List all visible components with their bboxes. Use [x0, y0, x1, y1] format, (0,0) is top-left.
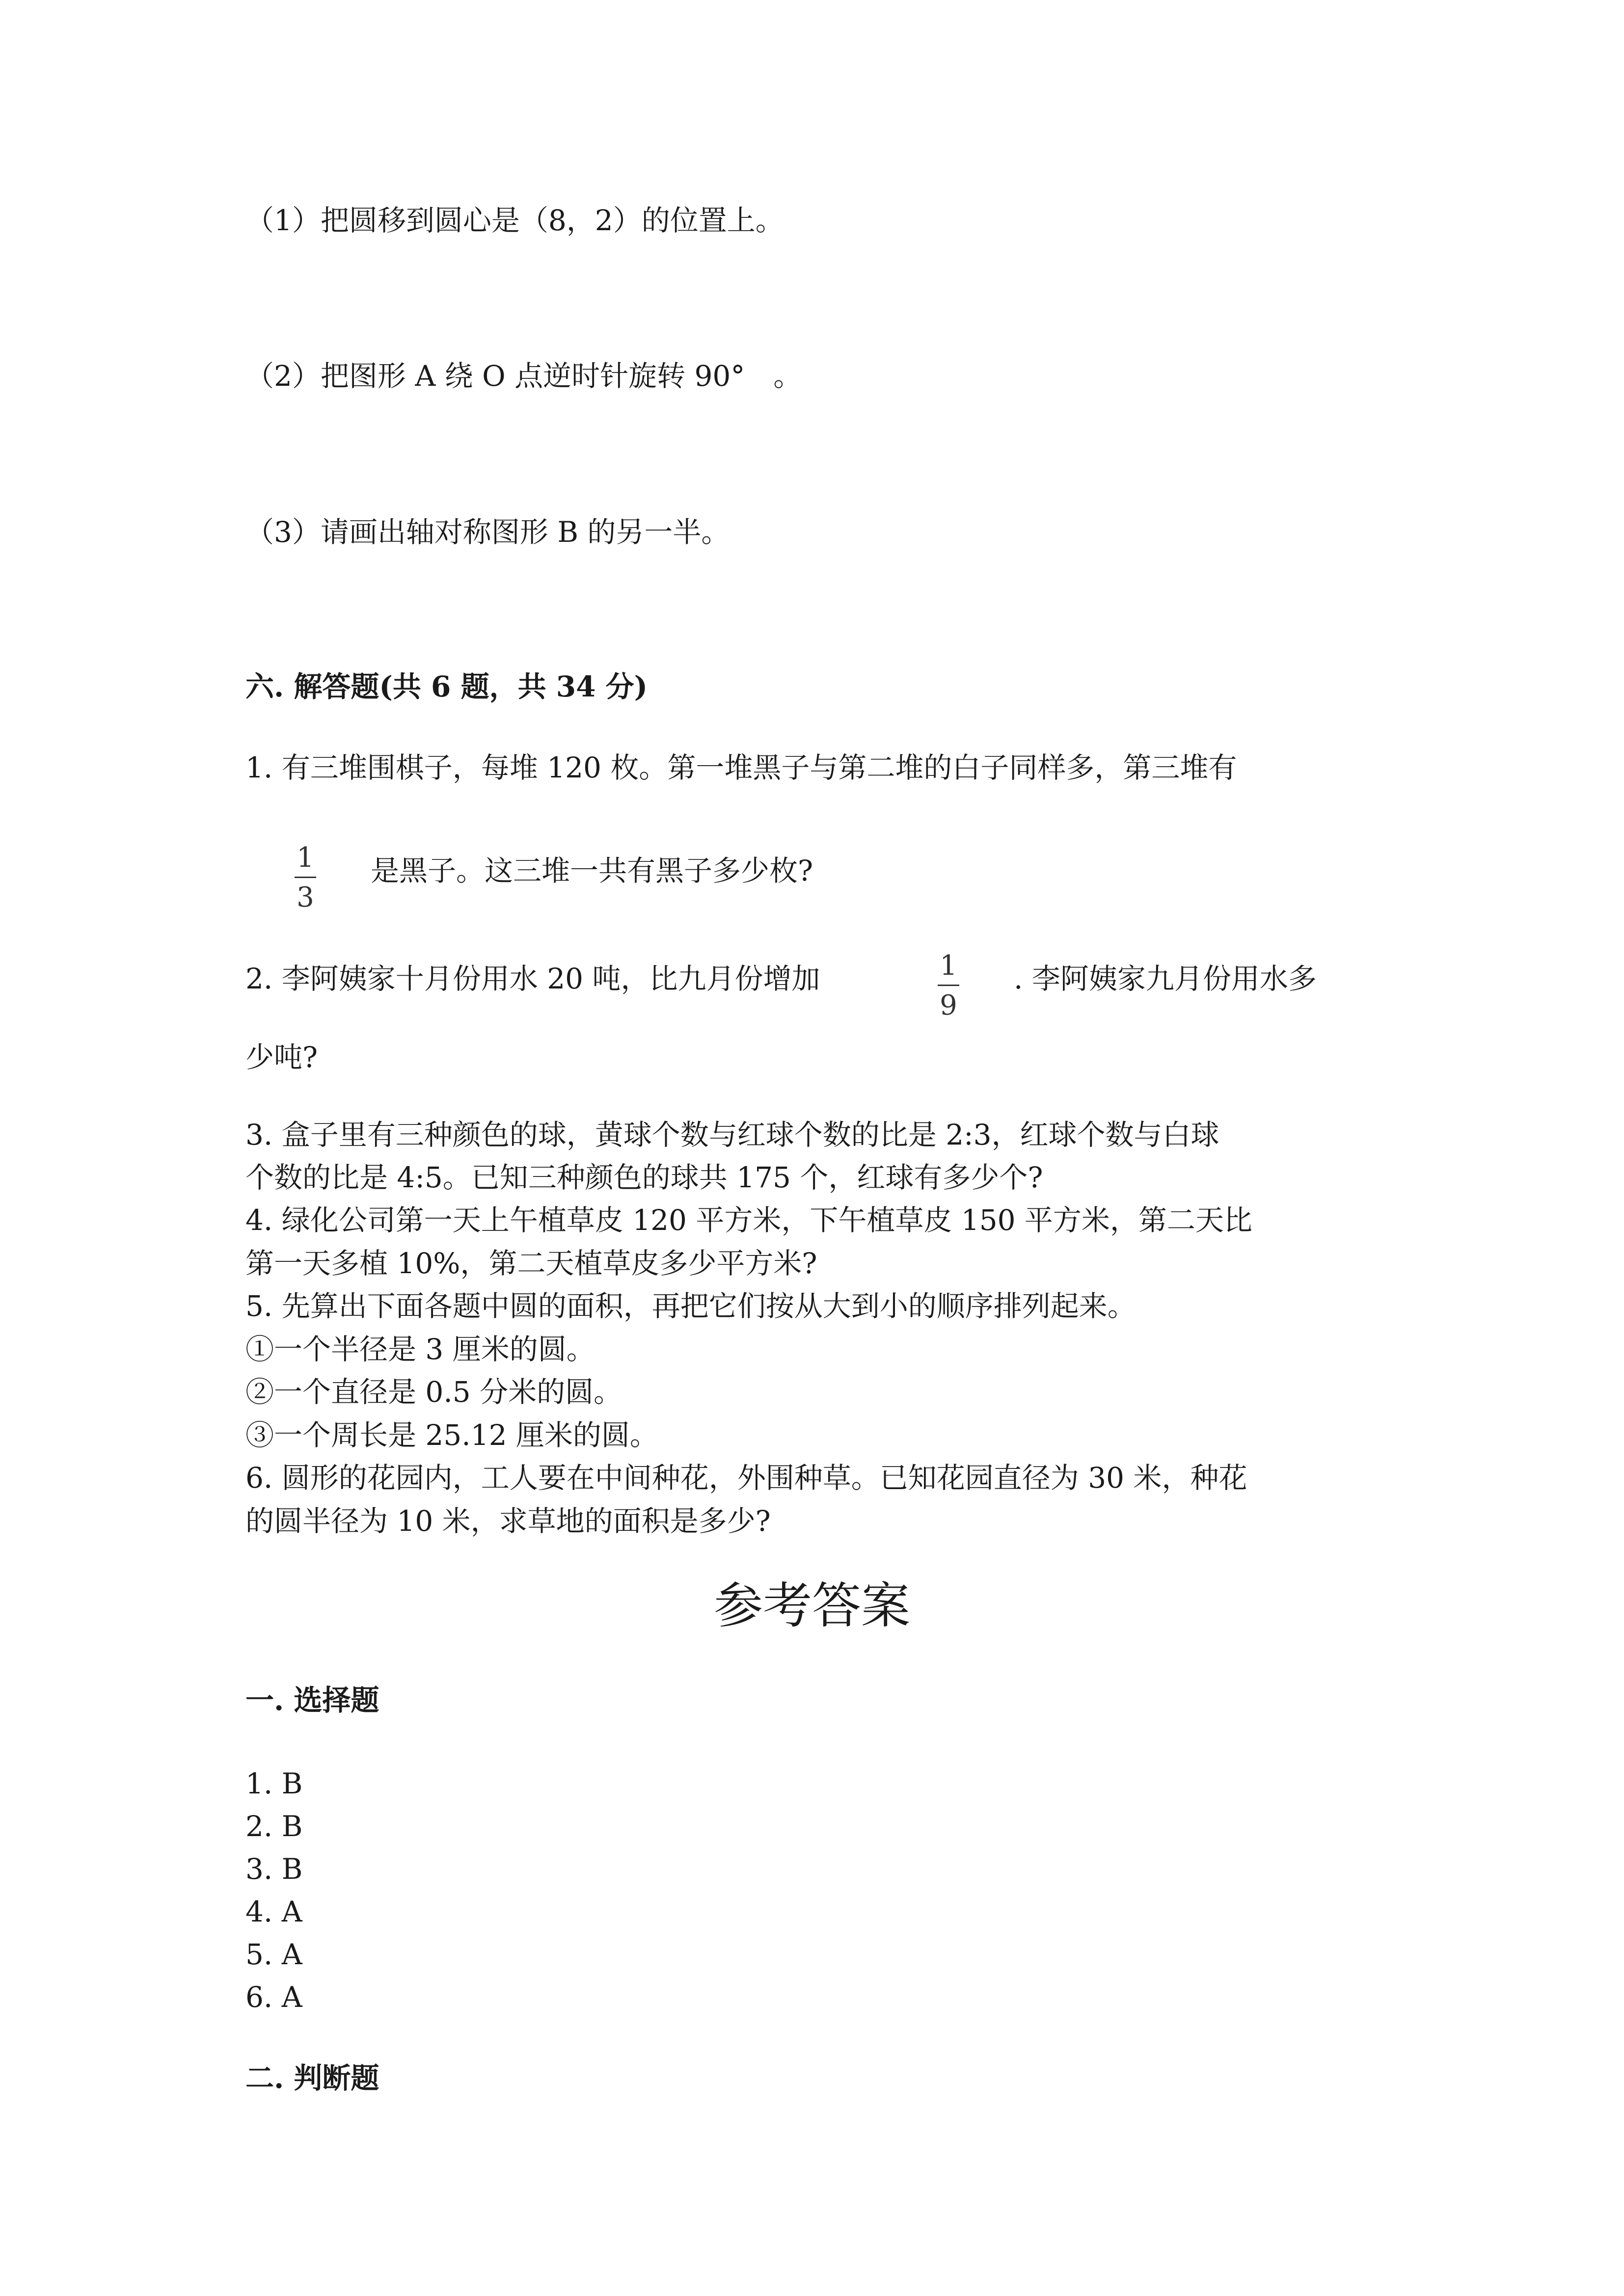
- q6-line2: 的圆半径为 10 米，求草地的面积是多少?: [245, 1504, 771, 1538]
- q1-fraction: [295, 844, 316, 911]
- sub-question-3: （3）请画出轴对称图形 B 的另一半。: [245, 515, 730, 549]
- answer-item: 6. A: [245, 1980, 302, 2014]
- answers-section1-heading: 一. 选择题: [245, 1683, 379, 1717]
- answer-item: 5. A: [245, 1938, 302, 1971]
- answers-title: 参考答案: [714, 1577, 910, 1634]
- q5-item-a: ①一个半径是 3 厘米的圆。: [245, 1333, 595, 1366]
- answer-item: 3. B: [245, 1852, 303, 1886]
- q4-line2: 第一天多植 10%，第二天植草皮多少平方米?: [245, 1247, 817, 1280]
- q2-fraction-denominator: 9: [940, 989, 957, 1021]
- q2-fraction: [938, 952, 959, 1019]
- q4-line1: 4. 绿化公司第一天上午植草皮 120 平方米，下午植草皮 150 平方米，第二天比: [245, 1203, 1252, 1237]
- q3-line1: 3. 盒子里有三种颜色的球，黄球个数与红球个数的比是 2:3，红球个数与白球: [245, 1118, 1219, 1151]
- answer-item: 4. A: [245, 1895, 302, 1928]
- q5-item-c: ③一个周长是 25.12 厘米的圆。: [245, 1418, 658, 1452]
- q5-line1: 5. 先算出下面各题中圆的面积，再把它们按从大到小的顺序排列起来。: [245, 1289, 1136, 1323]
- q2-line2: 少吨?: [245, 1041, 318, 1074]
- q1-fraction-bar: [295, 877, 316, 878]
- q5-item-b: ②一个直径是 0.5 分米的圆。: [245, 1375, 623, 1409]
- q1-line1: 1. 有三堆围棋子，每堆 120 枚。第一堆黑子与第二堆的白子同样多，第三堆有: [245, 751, 1237, 784]
- q3-line2: 个数的比是 4:5。已知三种颜色的球共 175 个，红球有多少个?: [245, 1161, 1043, 1194]
- q6-line1: 6. 圆形的花园内，工人要在中间种花，外围种草。已知花园直径为 30 米，种花: [245, 1461, 1247, 1495]
- q1-line2: 是黑子。这三堆一共有黑子多少枚?: [371, 854, 813, 887]
- sub-question-1: （1）把圆移到圆心是（8，2）的位置上。: [245, 204, 784, 237]
- q2-fraction-numerator: 1: [940, 950, 957, 982]
- q2-fraction-bar: [938, 985, 959, 986]
- q2-line1-part2: . 李阿姨家九月份用水多: [1014, 962, 1317, 995]
- section6-heading: 六. 解答题(共 6 题，共 34 分): [245, 670, 648, 703]
- answer-item: 1. B: [245, 1767, 303, 1800]
- answer-item: 2. B: [245, 1810, 303, 1843]
- answers-section2-heading: 二. 判断题: [245, 2061, 379, 2095]
- sub-question-2: （2）把图形 A 绕 O 点逆时针旋转 90° 。: [245, 359, 802, 393]
- q1-fraction-numerator: 1: [297, 842, 314, 874]
- q1-fraction-denominator: 3: [297, 881, 314, 913]
- q2-line1-part1: 2. 李阿姨家十月份用水 20 吨，比九月份增加: [245, 962, 820, 995]
